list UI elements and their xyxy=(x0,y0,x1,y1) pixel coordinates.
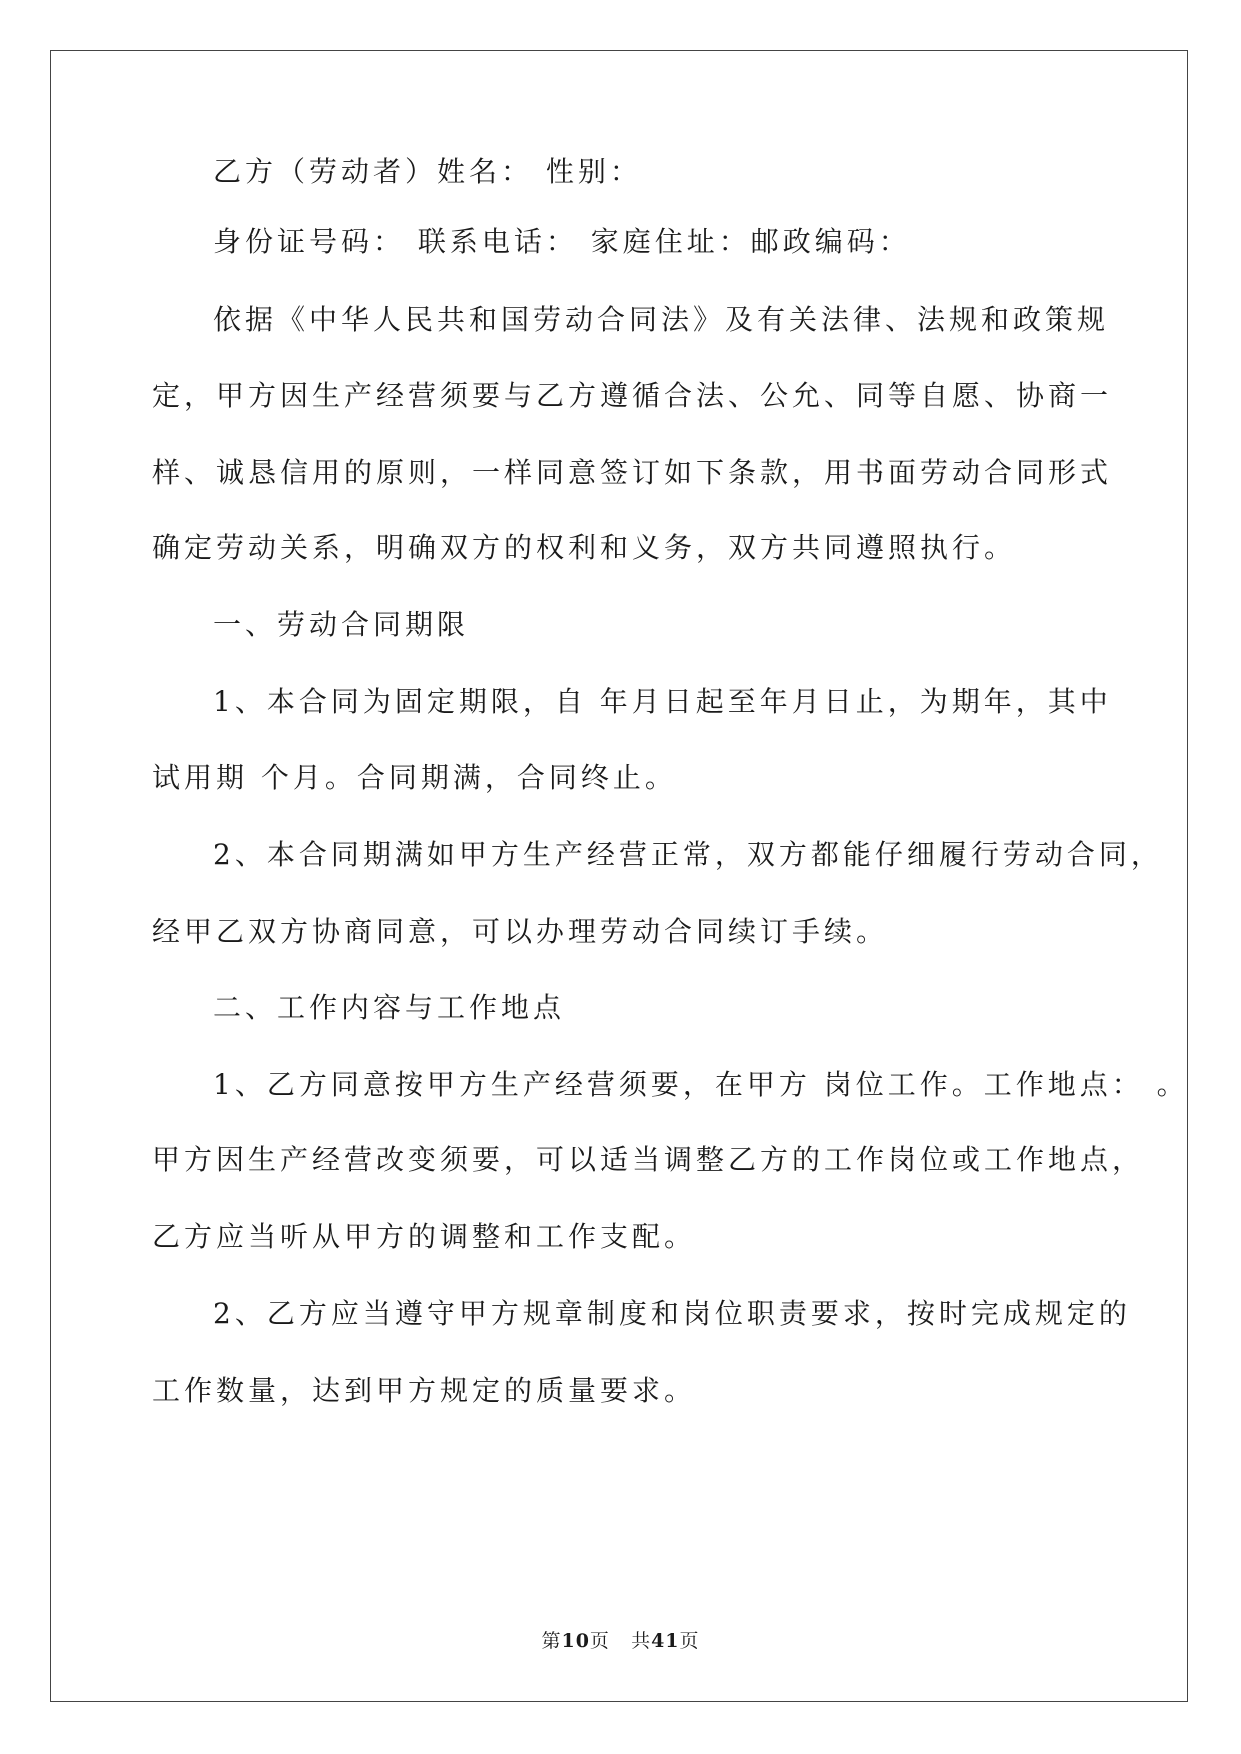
paragraph-line: 乙方应当听从甲方的调整和工作支配。 xyxy=(152,1220,697,1253)
total-suffix: 页 xyxy=(679,1630,700,1652)
page-footer xyxy=(0,1626,1241,1653)
party-b-id-line: 身份证号码： 联系电话： 家庭住址：邮政编码： xyxy=(213,225,911,258)
paragraph-line: 确定劳动关系，明确双方的权利和义务，双方共同遵照执行。 xyxy=(152,531,1017,564)
paragraph-line: 1、本合同为固定期限，自 年月日起至年月日止，为期年，其中 xyxy=(213,685,1112,718)
total-pages: 41 xyxy=(651,1630,680,1652)
paragraph-line: 甲方因生产经营改变须要，可以适当调整乙方的工作岗位或工作地点， xyxy=(152,1143,1145,1176)
paragraph-line: 依据《中华人民共和国劳动合同法》及有关法律、法规和政策规 xyxy=(213,303,1110,336)
page-prefix: 第 xyxy=(541,1630,562,1652)
party-b-name-line: 乙方（劳动者）姓名： 性别： xyxy=(213,155,642,188)
total-prefix: 共 xyxy=(631,1630,652,1652)
paragraph-line: 经甲乙双方协商同意，可以办理劳动合同续订手续。 xyxy=(152,915,889,948)
paragraph-line: 样、诚恳信用的原则，一样同意签订如下条款，用书面劳动合同形式 xyxy=(152,456,1113,489)
section-heading: 一、劳动合同期限 xyxy=(213,608,470,641)
paragraph-line: 2、乙方应当遵守甲方规章制度和岗位职责要求，按时完成规定的 xyxy=(213,1297,1131,1330)
paragraph-line: 2、本合同期满如甲方生产经营正常，双方都能仔细履行劳动合同， xyxy=(213,838,1163,871)
paragraph-line: 定，甲方因生产经营须要与乙方遵循合法、公允、同等自愿、协商一 xyxy=(152,379,1113,412)
page-suffix: 页 xyxy=(589,1630,610,1652)
paragraph-line: 1、乙方同意按甲方生产经营须要，在甲方 岗位工作。工作地点： 。 xyxy=(213,1068,1189,1101)
paragraph-line: 工作数量，达到甲方规定的质量要求。 xyxy=(152,1374,697,1407)
page-number: 10 xyxy=(561,1630,590,1652)
section-heading: 二、工作内容与工作地点 xyxy=(213,991,566,1024)
paragraph-line: 试用期 个月。合同期满，合同终止。 xyxy=(152,761,677,794)
